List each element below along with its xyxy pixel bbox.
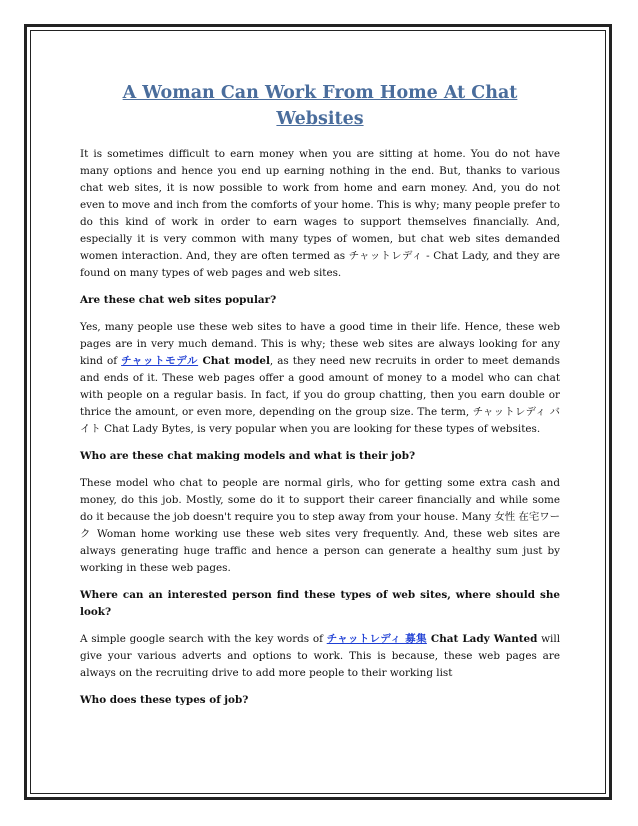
models-japanese-term: 女性 在宅ワーク — [80, 511, 560, 540]
paragraph-where — [80, 631, 560, 682]
chat-lady-wanted-link[interactable]: チャットレディ 募集 — [326, 633, 427, 645]
intro-text-2: - Chat Lady, and they are found on many types of web pages and web sites. — [80, 250, 561, 279]
intro-text-1: It is sometimes difficult to earn money when you are sitting at home. You do not have many options and hence you end up earning nothing in the end. But, thanks to various chat web sites, it is now possible to work from home and earn money. And, you do not even to move and inch from the comforts of your home. This is why; many people prefer to do this kind of work in order to earn wages to support themselves financially. And, especially it is very common with many types of women, but chat web sites demanded women interaction. And, they are often termed as — [80, 148, 560, 262]
paragraph-intro — [80, 146, 560, 282]
document-title: A Woman Can Work From Home At Chat Websites — [122, 83, 518, 129]
chat-model-link[interactable]: チャットモデル — [121, 355, 199, 367]
popular-text-2: , as they need new recruits in order to meet demands and ends of it. These web pages offer a good amount of money to a model who can chat with people on a regular basis. In fact, if you do group chatting, then you earn double or thrice the amount, or even more, depending on the group size. The term, — [80, 355, 560, 418]
question-popular: Are these chat web sites popular? — [80, 294, 277, 306]
popular-text-1: Yes, many people use these web sites to have a good time in their life. Hence, these web pages are in very much demand. This is why; these web sites are always looking for any kind of — [80, 321, 560, 367]
models-text-1: These model who chat to people are normal girls, who for getting some extra cash and money, do this job. Mostly, some do it to support their career financially and while some do it because the job doesn't require you to step away from your house. Many — [80, 477, 560, 523]
where-text-2: will give your various adverts and options to work. This is because, these web pages are always on the recruiting drive to add more people to their working list — [80, 633, 561, 679]
intro-japanese-term: チャットレディ — [348, 250, 423, 262]
popular-japanese-term: チャットレディ バイト — [80, 406, 560, 435]
chat-model-bold: Chat model — [198, 355, 270, 367]
question-who: Who does these types of job? — [80, 694, 249, 706]
question-where: Where can an interested person find these types of web sites, where should she look? — [80, 589, 560, 618]
question-models: Who are these chat making models and what is their job? — [80, 450, 416, 462]
chat-lady-wanted-bold: Chat Lady Wanted — [426, 633, 538, 645]
paragraph-popular — [80, 319, 560, 438]
paragraph-models — [80, 475, 560, 577]
where-text-1: A simple google search with the key words of — [80, 633, 327, 645]
popular-text-3: Chat Lady Bytes, is very popular when you are looking for these types of websites. — [100, 423, 541, 435]
models-text-2: Woman home working use these web sites very frequently. And, these web sites are always generating huge traffic and hence a person can generate a healthy sum just by working in these web pages. — [80, 528, 561, 574]
document-body — [80, 80, 560, 719]
